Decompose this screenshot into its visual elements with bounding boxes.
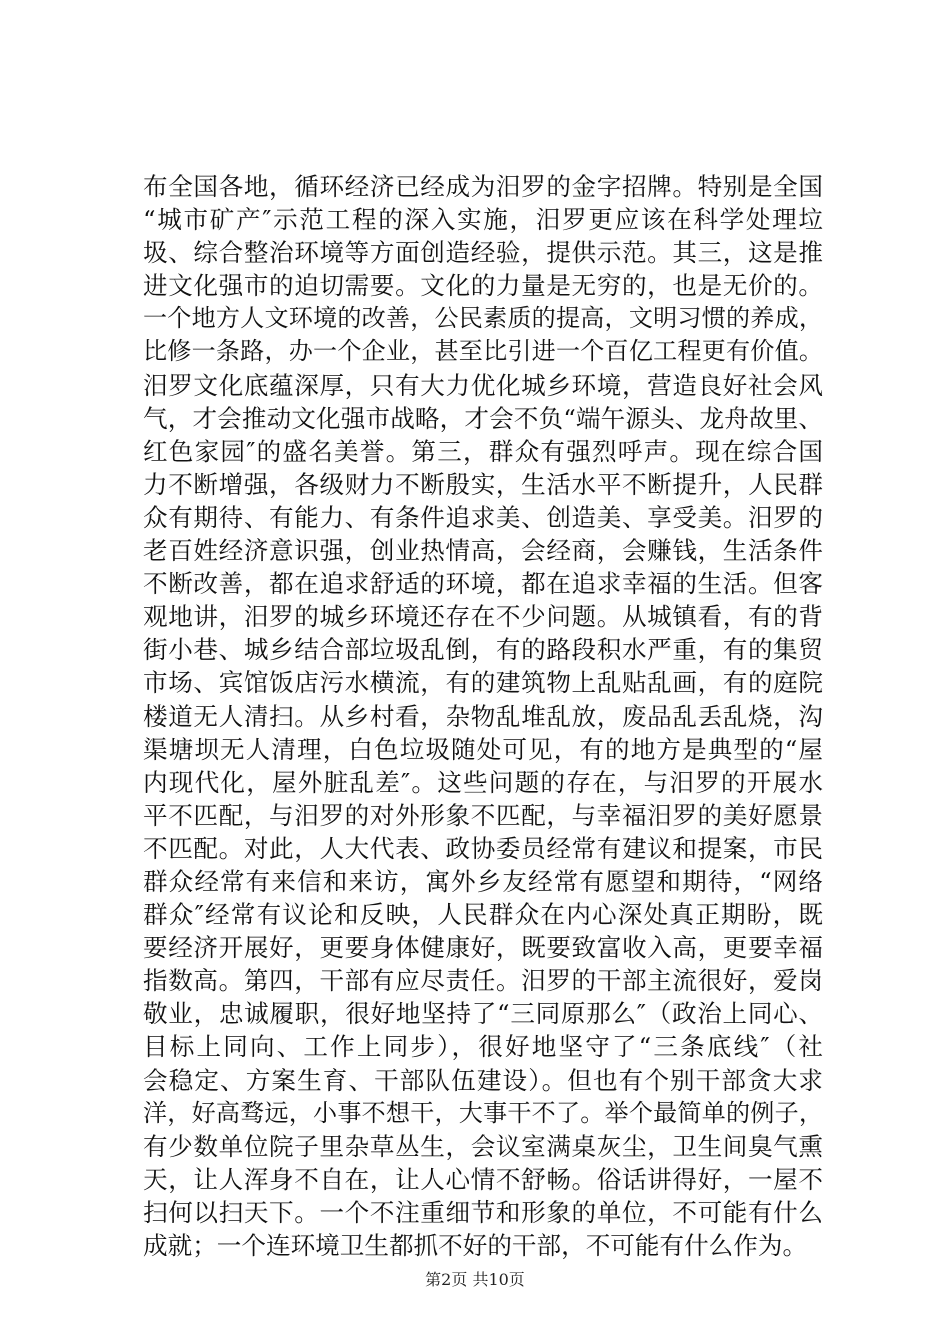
text-line: 市场、宾馆饭店污水横流，有的建筑物上乱贴乱画，有的庭院 — [143, 668, 823, 698]
text-line: 老百姓经济意识强，创业热情高，会经商，会赚钱，生活条件 — [143, 536, 823, 566]
text-line: 要经济开展好，更要身体健康好，既要致富收入高，更要幸福 — [143, 933, 823, 963]
text-line: 洋，好高骛远，小事不想干，大事干不了。举个最简单的例子， — [143, 1098, 823, 1127]
page-footer — [0, 1270, 950, 1290]
body-text — [143, 170, 823, 1262]
text-line: 扫何以扫天下。一个不注重细节和形象的单位，不可能有什么 — [143, 1197, 823, 1227]
text-line: 内现代化，屋外脏乱差″。这些问题的存在，与汨罗的开展水 — [143, 767, 823, 797]
text-line: 不匹配。对此，人大代表、政协委员经常有建议和提案，市民 — [143, 833, 823, 863]
text-line: 有少数单位院子里杂草丛生，会议室满桌灰尘，卫生间臭气熏 — [143, 1131, 823, 1161]
text-line: 群众″经常有议论和反映，人民群众在内心深处真正期盼，既 — [143, 900, 823, 930]
text-line: 一个地方人文环境的改善，公民素质的提高，文明习惯的养成， — [143, 304, 823, 333]
text-line: 平不匹配，与汨罗的对外形象不匹配，与幸福汨罗的美好愿景 — [143, 800, 823, 830]
text-line: 成就；一个连环境卫生都抓不好的干部，不可能有什么作为。 — [143, 1231, 808, 1260]
text-line: 不断改善，都在追求舒适的环境，都在追求幸福的生活。但客 — [143, 569, 823, 599]
text-line: 众有期待、有能力、有条件追求美、创造美、享受美。汨罗的 — [143, 502, 823, 532]
text-line: 红色家园″的盛名美誉。第三，群众有强烈呼声。现在综合国 — [143, 436, 823, 466]
text-line: 指数高。第四，干部有应尽责任。汨罗的干部主流很好，爱岗 — [143, 966, 823, 996]
text-line: 会稳定、方案生育、干部队伍建设）。但也有个别干部贪大求 — [143, 1065, 823, 1095]
text-line: 街小巷、城乡结合部垃圾乱倒，有的路段积水严重，有的集贸 — [143, 635, 823, 665]
page-number: 第2页 共10页 — [425, 1270, 525, 1289]
text-line: 敬业，忠诚履职，很好地坚持了“三同原那么″（政治上同心、 — [143, 999, 823, 1029]
text-line: 圾、综合整治环境等方面创造经验，提供示范。其三，这是推 — [143, 238, 823, 268]
text-line: 进文化强市的迫切需要。文化的力量是无穷的，也是无价的。 — [143, 271, 823, 301]
text-line: 观地讲，汨罗的城乡环境还存在不少问题。从城镇看，有的背 — [143, 602, 823, 632]
text-line: 布全国各地，循环经济已经成为汨罗的金字招牌。特别是全国 — [143, 172, 823, 201]
text-line: 力不断增强，各级财力不断殷实，生活水平不断提升，人民群 — [143, 469, 823, 499]
text-line: 气，才会推动文化强市战略，才会不负“端午源头、龙舟故里、 — [143, 403, 823, 433]
text-line: “城市矿产″示范工程的深入实施，汨罗更应该在科学处理垃 — [143, 205, 823, 235]
text-line: 目标上同向、工作上同步），很好地坚守了“三条底线″（社 — [143, 1032, 823, 1062]
text-line: 汨罗文化底蕴深厚，只有大力优化城乡环境，营造良好社会风 — [143, 370, 823, 400]
text-line: 天，让人浑身不自在，让人心情不舒畅。俗话讲得好，一屋不 — [143, 1164, 823, 1194]
text-line: 楼道无人清扫。从乡村看，杂物乱堆乱放，废品乱丢乱烧，沟 — [143, 701, 823, 731]
text-line: 群众经常有来信和来访，寓外乡友经常有愿望和期待，“网络 — [143, 866, 823, 896]
text-line: 渠塘坝无人清理，白色垃圾随处可见，有的地方是典型的“屋 — [143, 734, 823, 764]
text-line: 比修一条路，办一个企业，甚至比引进一个百亿工程更有价值。 — [143, 337, 823, 366]
